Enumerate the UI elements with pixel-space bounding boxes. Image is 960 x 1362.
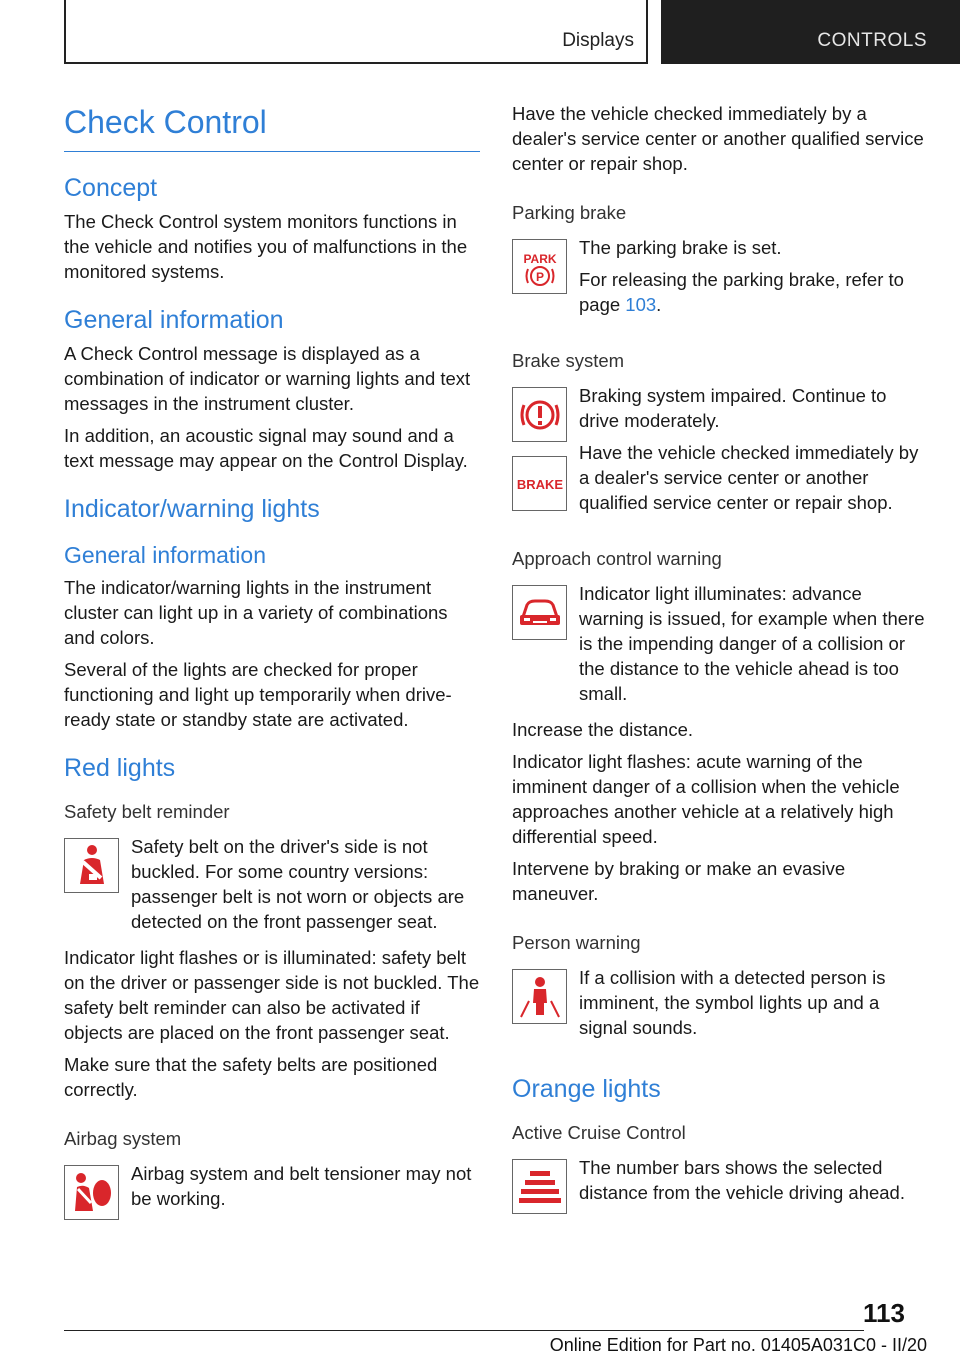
acc-indicator — [512, 1155, 928, 1214]
approach-control-indicator — [512, 581, 928, 713]
safety-belt-label: Safety belt reminder — [64, 801, 230, 822]
safety-belt-indicator — [64, 834, 480, 941]
header-section-title: Displays — [562, 30, 634, 51]
orange-lights-heading: Orange lights — [512, 1075, 661, 1103]
header-chapter-title: CONTROLS — [817, 30, 927, 51]
indicator-general-heading: General information — [64, 542, 266, 568]
concept-text: The Check Control system monitors functions in the vehicle and notifies you of malfunctions in the monitored systems. — [64, 211, 468, 282]
distance-bars-icon — [512, 1159, 567, 1214]
parking-brake-p2: For releasing the parking brake, refer to page 103. — [579, 269, 904, 315]
person-warning-text: If a collision with a detected person is imminent, the symbol lights up and a signal sounds. — [579, 967, 886, 1038]
parking-brake-icon-text: PARK — [522, 251, 557, 266]
airbag-warning-icon — [64, 1165, 119, 1220]
airbag-indicator — [64, 1161, 480, 1220]
approach-control-p1: Indicator light illuminates: advance warning is issued, for example when there is the impending danger of a collision or the distance to the vehicle ahead is too small. — [579, 583, 925, 704]
approach-control-p2: Increase the distance. — [512, 719, 693, 740]
svg-text:P: P — [535, 269, 544, 284]
page-title: Check Control — [64, 100, 480, 152]
parking-brake-icon — [512, 239, 567, 294]
approach-control-p3: Indicator light flashes: acute warning of the imminent danger of a collision when the vehicle approaches another vehicle at a relatively high differential speed. — [512, 751, 900, 847]
indicator-general-p1: The indicator/warning lights in the instrument cluster can light up in a variety of combinations and colors. — [64, 577, 448, 648]
general-information-p1: A Check Control message is displayed as a combination of indicator or warning lights and text messages in the instrument cluster. — [64, 343, 471, 414]
footer-divider — [64, 1330, 864, 1331]
person-warning-label: Person warning — [512, 932, 641, 953]
acc-label: Active Cruise Control — [512, 1122, 686, 1143]
airbag-text: Airbag system and belt tensioner may not be working. — [131, 1163, 472, 1209]
acc-text: The number bars shows the selected distance from the vehicle driving ahead. — [579, 1157, 905, 1203]
parking-brake-indicator — [512, 235, 928, 324]
brake-system-p1: Braking system impaired. Continue to drive moderately. — [579, 385, 887, 431]
safety-belt-p2: Indicator light flashes or is illuminated: safety belt on the driver or passenger side is not buckled. The safety belt reminder can also be activated if objects are placed on the front passenger seat. — [64, 947, 480, 1043]
brake-text-icon — [512, 456, 567, 511]
concept-heading: Concept — [64, 174, 158, 202]
vehicle-collision-icon — [512, 585, 567, 640]
safety-belt-text: Safety belt on the driver's side is not buckled. For some country versions: passenger belt is not worn or objects are detected on the front passenger seat. — [131, 836, 465, 932]
brake-system-label: Brake system — [512, 350, 625, 371]
approach-control-label: Approach control warning — [512, 548, 722, 569]
seatbelt-warning-icon — [64, 838, 119, 893]
parking-brake-p1: The parking brake is set. — [579, 237, 782, 258]
header-chapter-tab — [661, 0, 960, 64]
page-number: 113 — [863, 1298, 905, 1328]
indicator-lights-heading: Indicator/warning lights — [64, 495, 320, 523]
parking-brake-label: Parking brake — [512, 202, 627, 223]
general-information-p2: In addition, an acoustic signal may sound and a text message may appear on the Control Display. — [64, 425, 468, 471]
safety-belt-p3: Make sure that the safety belts are positioned correctly. — [64, 1054, 438, 1100]
page-reference-link[interactable]: 103 — [625, 294, 657, 315]
brake-system-indicator — [512, 383, 928, 522]
footer-edition: Online Edition for Part no. 01405A031C0 - II/20 — [549, 1335, 927, 1355]
left-column — [64, 100, 480, 1224]
brake-warning-icon — [512, 387, 567, 442]
brake-system-p2: Have the vehicle checked immediately by a dealer's service center or another qualified service center or repair shop. — [579, 442, 919, 513]
header-section-box — [64, 0, 648, 64]
red-lights-heading: Red lights — [64, 754, 176, 782]
right-intro-text: Have the vehicle checked immediately by a dealer's service center or another qualified service center or repair shop. — [512, 103, 924, 174]
person-warning-indicator — [512, 965, 928, 1047]
airbag-label: Airbag system — [64, 1128, 182, 1149]
general-information-heading: General information — [64, 306, 284, 334]
right-column — [512, 101, 928, 1218]
indicator-general-p2: Several of the lights are checked for proper functioning and light up temporarily when drive-ready state or standby state are activated. — [64, 659, 452, 730]
brake-text-icon-label: BRAKE — [516, 476, 563, 492]
pedestrian-warning-icon — [512, 969, 567, 1024]
approach-control-p4: Intervene by braking or make an evasive maneuver. — [512, 858, 846, 904]
